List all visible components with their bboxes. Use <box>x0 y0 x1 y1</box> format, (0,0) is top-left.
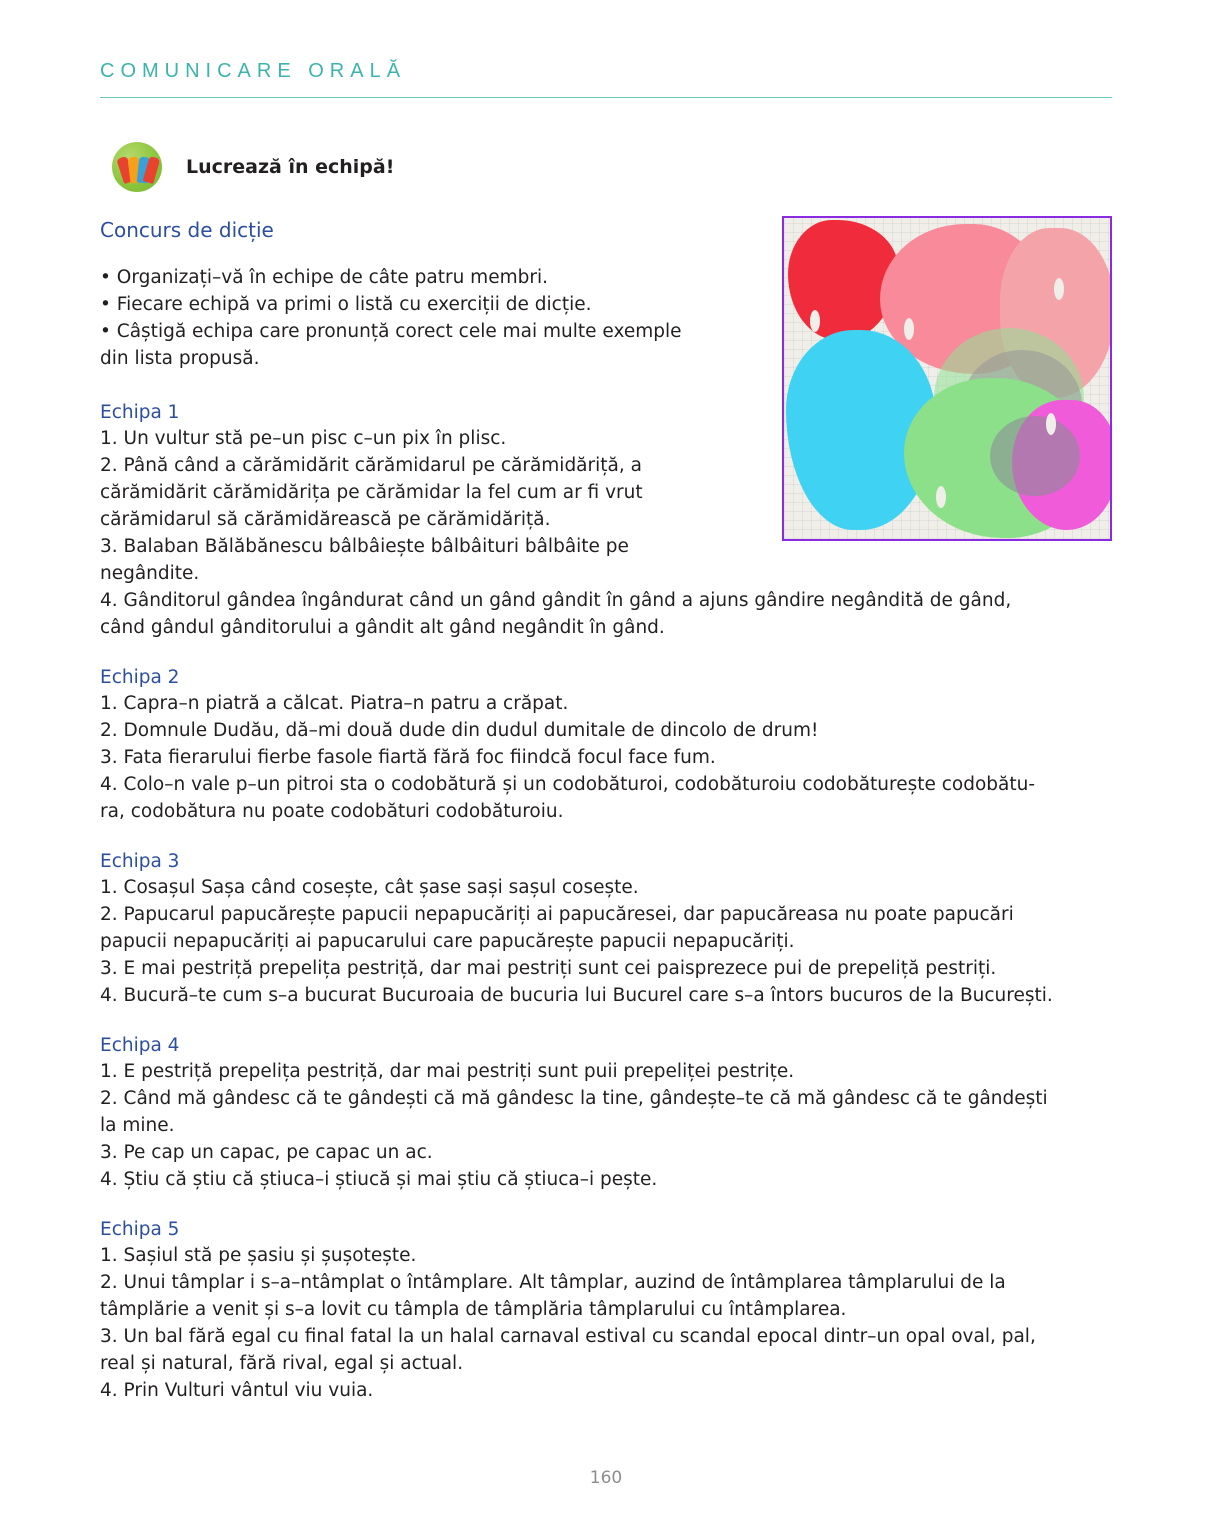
team-line: negândite. <box>100 563 200 584</box>
team-title: Echipa 4 <box>100 1035 180 1056</box>
page-title: COMUNICARE ORALĂ <box>100 60 407 82</box>
team-line: 4. Prin Vulturi vântul viu vuia. <box>100 1380 374 1401</box>
team-title: Echipa 5 <box>100 1219 180 1240</box>
raised-hands-icon <box>112 142 162 192</box>
team-block-5 <box>100 1219 1112 1404</box>
team-title: Echipa 1 <box>100 402 180 423</box>
team-line: 2. Unui tâmplar i s–a–ntâmplat o întâmplare. Alt tâmplar, auzind de întâmplarea tâmplarului de la <box>100 1272 1006 1293</box>
instructions-list <box>100 264 740 372</box>
team-line: 2. Papucarul papucărește papucii nepapucăriți ai papucăresei, dar papucăreasa nu poate papucări <box>100 904 1014 925</box>
list-item: • Câștigă echipa care pronunță corect cele mai multe exemple <box>100 321 682 342</box>
section-title: Concurs de dicție <box>100 218 274 242</box>
team-title: Echipa 2 <box>100 667 180 688</box>
team-line: 3. Fata fierarului fierbe fasole fiartă fără foc fiindcă focul face fum. <box>100 747 716 768</box>
team-line: 1. E pestriță prepelița pestriță, dar mai pestriți sunt puii prepeliței pestrițe. <box>100 1061 795 1082</box>
team-line: cărămidărit cărămidărița pe cărămidar la fel cum ar fi vrut <box>100 482 643 503</box>
page-number: 160 <box>589 1468 623 1488</box>
team-line: 3. Balaban Bălăbănescu bâlbâiește bâlbâituri bâlbâite pe <box>100 536 629 557</box>
list-item: din lista propusă. <box>100 348 260 369</box>
team-block-3 <box>100 851 1112 1009</box>
team-line: 4. Colo–n vale p–un pitroi sta o codobătură și un codobăturoi, codobăturoiu codobăturește codobătu- <box>100 774 1036 795</box>
team-line: ra, codobătura nu poate codobături codobăturoiu. <box>100 801 564 822</box>
team-block-4 <box>100 1035 1112 1193</box>
page-header <box>100 60 1112 83</box>
team-line: 1. Sașiul stă pe șasiu și șușotește. <box>100 1245 417 1266</box>
team-line: 4. Gânditorul gândea îngândurat când un gând gândit în gând a ajuns gândire negândită de gând, <box>100 590 1012 611</box>
header-divider <box>100 97 1112 98</box>
team-line: 3. Pe cap un capac, pe capac un ac. <box>100 1142 433 1163</box>
team-line: la mine. <box>100 1115 175 1136</box>
team-line: 3. E mai pestriță prepelița pestriță, dar mai pestriți sunt cei paisprezece pui de prepeliță pestriți. <box>100 958 997 979</box>
team-line: 1. Un vultur stă pe–un pisc c–un pix în plisc. <box>100 428 507 449</box>
team-line: 3. Un bal fără egal cu final fatal la un halal carnaval estival cu scandal epocal dintr–un opal oval, pal, <box>100 1326 1036 1347</box>
team-line: 1. Cosașul Sașa când cosește, cât șase sași sașul cosește. <box>100 877 639 898</box>
team-block-1 <box>100 402 1112 641</box>
list-item: • Fiecare echipă va primi o listă cu exerciții de dicție. <box>100 294 592 315</box>
team-line: 2. Domnule Dudău, dă–mi două dude din dudul dumitale de dincolo de drum! <box>100 720 819 741</box>
team-block-2 <box>100 667 1112 825</box>
teamwork-label: Lucrează în echipă! <box>186 156 395 178</box>
team-line: când gândul gânditorului a gândit alt gând negândit în gând. <box>100 617 665 638</box>
main-content <box>100 218 1112 1404</box>
team-line: 4. Știu că știu că știuca–i știucă și mai știu că știuca–i pește. <box>100 1169 658 1190</box>
team-line: cărămidarul să cărămidărească pe cărămidăriță. <box>100 509 551 530</box>
team-line: tâmplărie a venit și s–a lovit cu tâmpla de tâmplăria tâmplarului cu întâmplarea. <box>100 1299 847 1320</box>
team-line: papucii nepapucăriți ai papucarului care papucărește papucii nepapucăriți. <box>100 931 795 952</box>
teamwork-callout <box>112 142 394 192</box>
team-line: 4. Bucură–te cum s–a bucurat Bucuroaia de bucuria lui Bucurel care s–a întors bucuros de la București. <box>100 985 1053 1006</box>
team-line: 2. Până când a cărămidărit cărămidarul pe cărămidăriță, a <box>100 455 642 476</box>
team-title: Echipa 3 <box>100 851 180 872</box>
team-line: 1. Capra–n piatră a călcat. Piatra–n patru a crăpat. <box>100 693 569 714</box>
team-line: real și natural, fără rival, egal și actual. <box>100 1353 464 1374</box>
list-item: • Organizați–vă în echipe de câte patru membri. <box>100 267 548 288</box>
team-line: 2. Când mă gândesc că te gândești că mă gândesc la tine, gândește–te că mă gândesc că te gândești <box>100 1088 1048 1109</box>
